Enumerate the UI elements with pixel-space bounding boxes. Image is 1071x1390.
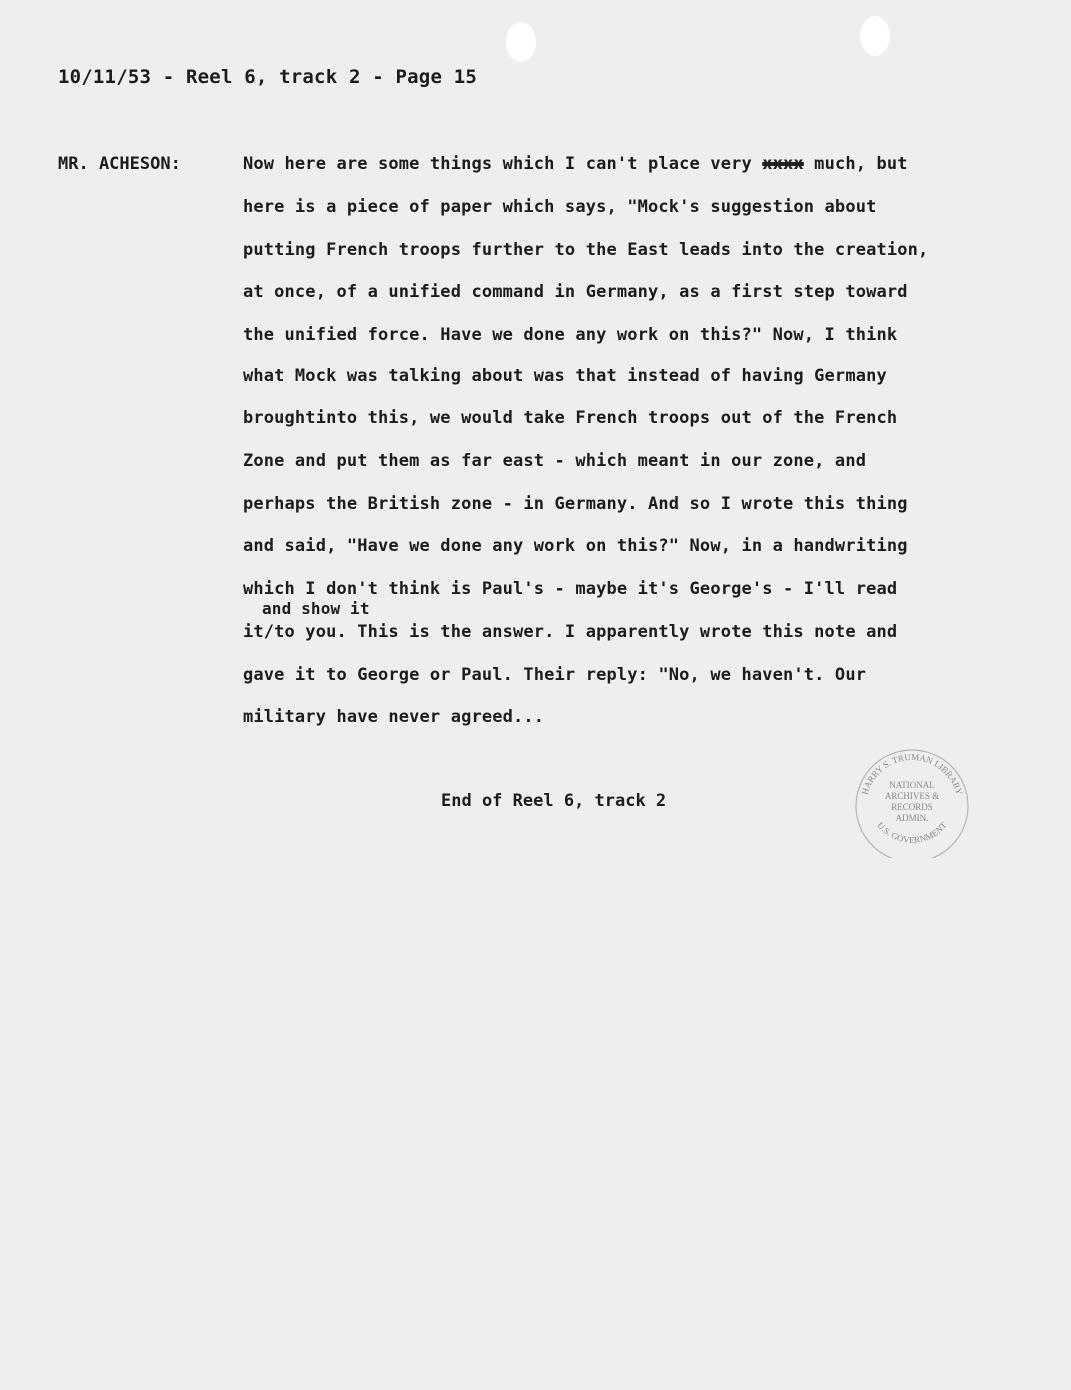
speaker-label: MR. ACHESON: [58,154,181,174]
punch-hole [506,22,536,62]
transcript-line [243,154,908,174]
transcript-text: Now here are some things which I can't place very [243,154,763,174]
stamp-center-line: ARCHIVES & [884,791,940,801]
page-header: 10/11/53 - Reel 6, track 2 - Page 15 [58,66,478,88]
stamp-center-line: RECORDS [891,802,933,812]
transcript-line: perhaps the British zone - in Germany. And so I wrote this thing [243,494,908,514]
end-note: End of Reel 6, track 2 [441,791,667,811]
stamp-center-line: NATIONAL [889,780,935,790]
transcript-line: it/to you. This is the answer. I apparently wrote this note and [243,622,898,642]
archive-stamp [852,748,972,858]
stamp-center-line: ADMIN. [895,813,929,823]
transcript-text: much, but [803,154,908,174]
stamp-arc-bottom: U.S. GOVERNMENT [875,820,949,845]
inserted-text: and show it [262,599,370,618]
transcript-line: gave it to George or Paul. Their reply: "No, we haven't. Our [243,665,867,685]
transcript-line: what Mock was talking about was that instead of having Germany [243,366,887,386]
struck-word: xxxx [762,154,804,174]
transcript-line: putting French troops further to the East leads into the creation, [243,240,929,260]
punch-hole [860,16,890,56]
transcript-line: which I don't think is Paul's - maybe it's George's - I'll read [243,579,898,599]
transcript-line: and said, "Have we done any work on this?" Now, in a handwriting [243,536,908,556]
transcript-line: Zone and put them as far east - which meant in our zone, and [243,451,867,471]
transcript-line: the unified force. Have we done any work on this?" Now, I think [243,325,898,345]
stamp-seal [852,748,972,858]
transcript-line: broughtinto this, we would take French troops out of the French [243,408,898,428]
transcript-line: here is a piece of paper which says, "Mock's suggestion about [243,197,877,217]
transcript-line: at once, of a unified command in Germany, as a first step toward [243,282,908,302]
transcript-line: military have never agreed... [243,707,545,727]
stamp-arc-top: HARRY S. TRUMAN LIBRARY [859,751,965,796]
